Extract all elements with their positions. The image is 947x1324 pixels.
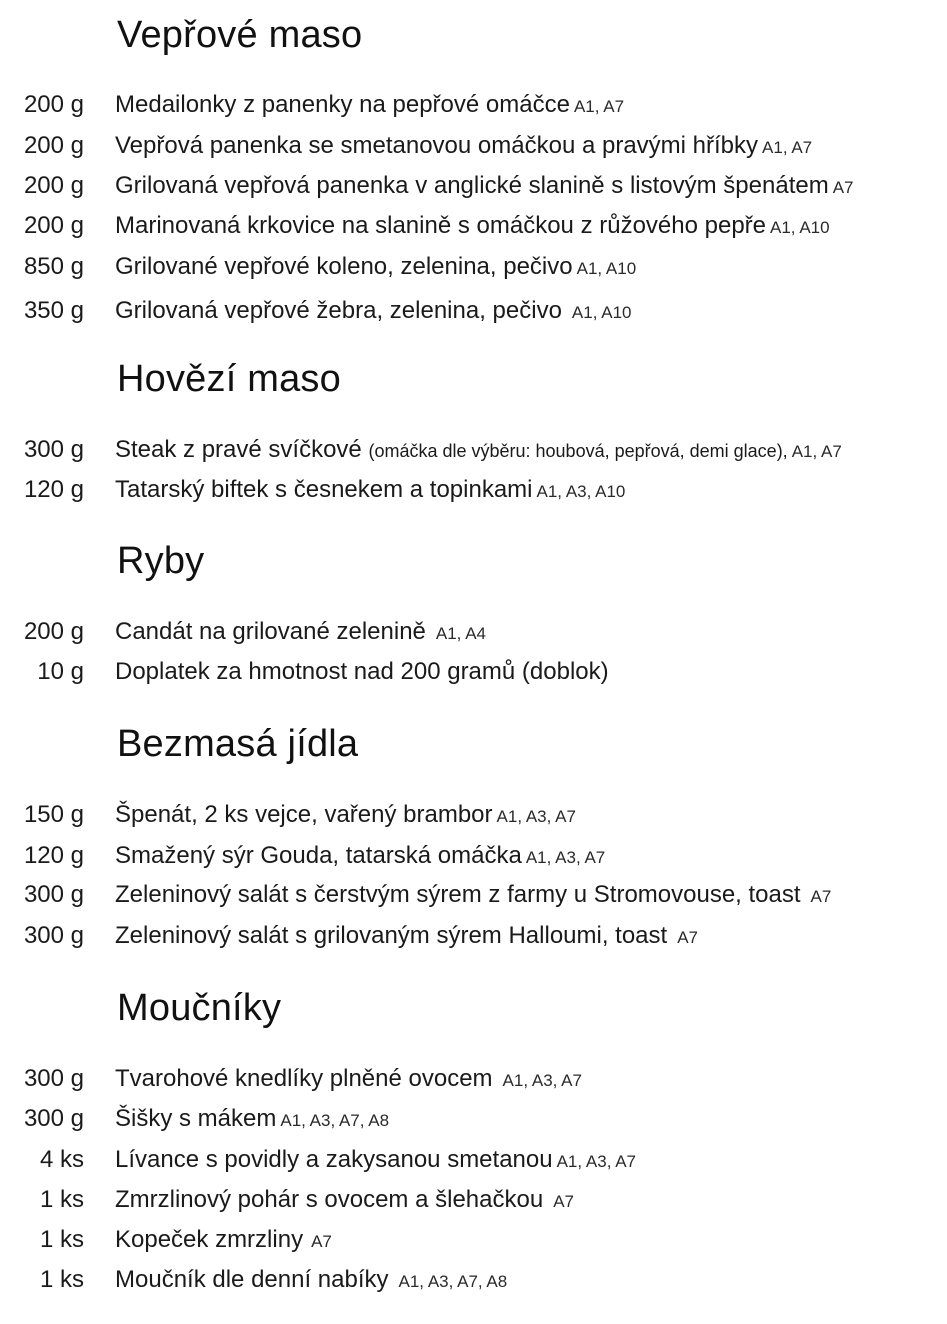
- item-weight: 300 g: [23, 881, 84, 908]
- item-name: Smažený sýr Gouda, tatarská omáčka: [115, 842, 522, 869]
- item-name-wrap: [115, 251, 636, 285]
- item-allergens: A7: [832, 178, 854, 197]
- section-title-fish: Ryby: [117, 540, 205, 582]
- section-title-pork: Vepřové maso: [117, 14, 363, 56]
- menu-item: [0, 1103, 947, 1135]
- item-name-wrap: [115, 1184, 574, 1218]
- item-note: (omáčka dle výběru: houbová, pepřová, demi glace),: [368, 441, 788, 461]
- item-allergens: A1, A3, A7: [496, 807, 576, 826]
- item-name-wrap: [115, 656, 609, 688]
- item-name: Zeleninový salát s čerstvým sýrem z farmy u Stromovouse, toast: [115, 881, 801, 908]
- item-allergens: A1, A3, A7, A8: [398, 1272, 508, 1291]
- item-name-wrap: [115, 1264, 507, 1298]
- menu-item: [0, 920, 947, 952]
- menu-item: [0, 210, 947, 242]
- item-allergens: A1, A7: [791, 442, 842, 461]
- item-name: Steak z pravé svíčkové: [115, 436, 362, 463]
- menu-item: [0, 1224, 947, 1256]
- item-name: Grilované vepřové koleno, zelenina, pečivo: [115, 253, 573, 280]
- item-name-wrap: [115, 1224, 332, 1258]
- menu-item: [0, 1264, 947, 1296]
- item-allergens: A1, A3, A7: [502, 1071, 582, 1090]
- item-weight: 300 g: [23, 436, 84, 463]
- item-weight: 1 ks: [39, 1266, 84, 1293]
- item-name-wrap: [115, 920, 698, 954]
- item-name-wrap: [115, 210, 830, 244]
- item-name: Grilovaná vepřové žebra, zelenina, pečivo: [115, 297, 562, 324]
- item-weight: 120 g: [23, 842, 84, 869]
- menu-item: [0, 656, 947, 688]
- menu-item: [0, 1144, 947, 1176]
- menu-item: [0, 799, 947, 831]
- item-weight: 150 g: [23, 801, 84, 828]
- item-weight: 200 g: [23, 91, 84, 118]
- item-name-wrap: [115, 89, 624, 123]
- menu-item: [0, 89, 947, 121]
- item-name-wrap: [115, 295, 631, 329]
- menu-item: [0, 170, 947, 202]
- item-weight: 300 g: [23, 1065, 84, 1092]
- item-allergens: A7: [553, 1192, 574, 1211]
- item-weight: 200 g: [23, 132, 84, 159]
- item-name-wrap: [115, 1103, 389, 1137]
- menu-item: [0, 1063, 947, 1095]
- item-weight: 1 ks: [39, 1226, 84, 1253]
- item-allergens: A1, A3, A10: [536, 482, 626, 501]
- item-name: Vepřová panenka se smetanovou omáčkou a pravými hříbky: [115, 132, 759, 159]
- menu-item: [0, 879, 947, 911]
- item-weight: 300 g: [23, 922, 84, 949]
- item-name: Candát na grilované zelenině: [115, 618, 426, 645]
- item-name-wrap: [115, 799, 576, 833]
- item-name: Doplatek za hmotnost nad 200 gramů (doblok): [115, 658, 609, 685]
- item-weight: 200 g: [23, 212, 84, 239]
- item-allergens: A1, A3, A7: [556, 1152, 636, 1171]
- menu-item: [0, 295, 947, 327]
- item-name: Medailonky z panenky na pepřové omáčce: [115, 91, 570, 118]
- item-name: Špenát, 2 ks vejce, vařený brambor: [115, 801, 493, 828]
- item-allergens: A7: [810, 887, 832, 906]
- item-name-wrap: [115, 616, 486, 650]
- menu-item: [0, 434, 947, 466]
- item-name: Tatarský biftek s česnekem a topinkami: [115, 476, 533, 503]
- section-title-desserts: Moučníky: [117, 987, 282, 1029]
- menu-item: [0, 251, 947, 283]
- item-name-wrap: [115, 474, 625, 508]
- item-name: Šišky s mákem: [115, 1105, 277, 1132]
- item-weight: 1 ks: [39, 1186, 84, 1213]
- item-name-wrap: [115, 1144, 636, 1178]
- item-allergens: A7: [677, 928, 698, 947]
- section-title-beef: Hovězí maso: [117, 358, 341, 400]
- item-allergens: A1, A7: [762, 138, 813, 157]
- item-name: Kopeček zmrzliny: [115, 1226, 304, 1253]
- item-weight: 10 g: [37, 658, 84, 685]
- item-name-wrap: [115, 840, 605, 874]
- item-allergens: A1, A7: [573, 97, 625, 116]
- item-allergens: A1, A10: [571, 303, 632, 322]
- menu-item: [0, 840, 947, 872]
- item-name-wrap: [115, 879, 831, 913]
- item-weight: 350 g: [23, 297, 84, 324]
- item-name: Tvarohové knedlíky plněné ovocem: [115, 1065, 493, 1092]
- item-allergens: A1, A3, A7: [525, 848, 606, 867]
- menu-item: [0, 1184, 947, 1216]
- item-name-wrap: [115, 170, 854, 204]
- item-name: Moučník dle denní nabíky: [115, 1266, 389, 1293]
- menu-item: [0, 130, 947, 162]
- section-title-vegetarian: Bezmasá jídla: [117, 723, 359, 765]
- item-weight: 200 g: [23, 172, 84, 199]
- item-weight: 120 g: [23, 476, 84, 503]
- item-name: Zeleninový salát s grilovaným sýrem Halloumi, toast: [115, 922, 668, 949]
- item-name: Lívance s povidly a zakysanou smetanou: [115, 1146, 553, 1173]
- item-allergens: A1, A4: [435, 624, 486, 643]
- item-name-wrap: [115, 1063, 582, 1097]
- item-allergens: A1, A10: [576, 259, 637, 278]
- item-weight: 300 g: [23, 1105, 84, 1132]
- item-name: Zmrzlinový pohár s ovocem a šlehačkou: [115, 1186, 544, 1213]
- item-name: Grilovaná vepřová panenka v anglické slanině s listovým špenátem: [115, 172, 829, 199]
- item-name-wrap: [115, 130, 812, 164]
- menu-item: [0, 616, 947, 648]
- item-allergens: A1, A3, A7, A8: [280, 1111, 390, 1130]
- item-weight: 200 g: [23, 618, 84, 645]
- item-allergens: A1, A10: [770, 218, 830, 237]
- item-name-wrap: [115, 434, 842, 468]
- menu-item: [0, 474, 947, 506]
- item-allergens: A7: [311, 1232, 332, 1251]
- item-weight: 4 ks: [39, 1146, 84, 1173]
- item-weight: 850 g: [23, 253, 84, 280]
- item-name: Marinovaná krkovice na slanině s omáčkou z růžového pepře: [115, 212, 767, 239]
